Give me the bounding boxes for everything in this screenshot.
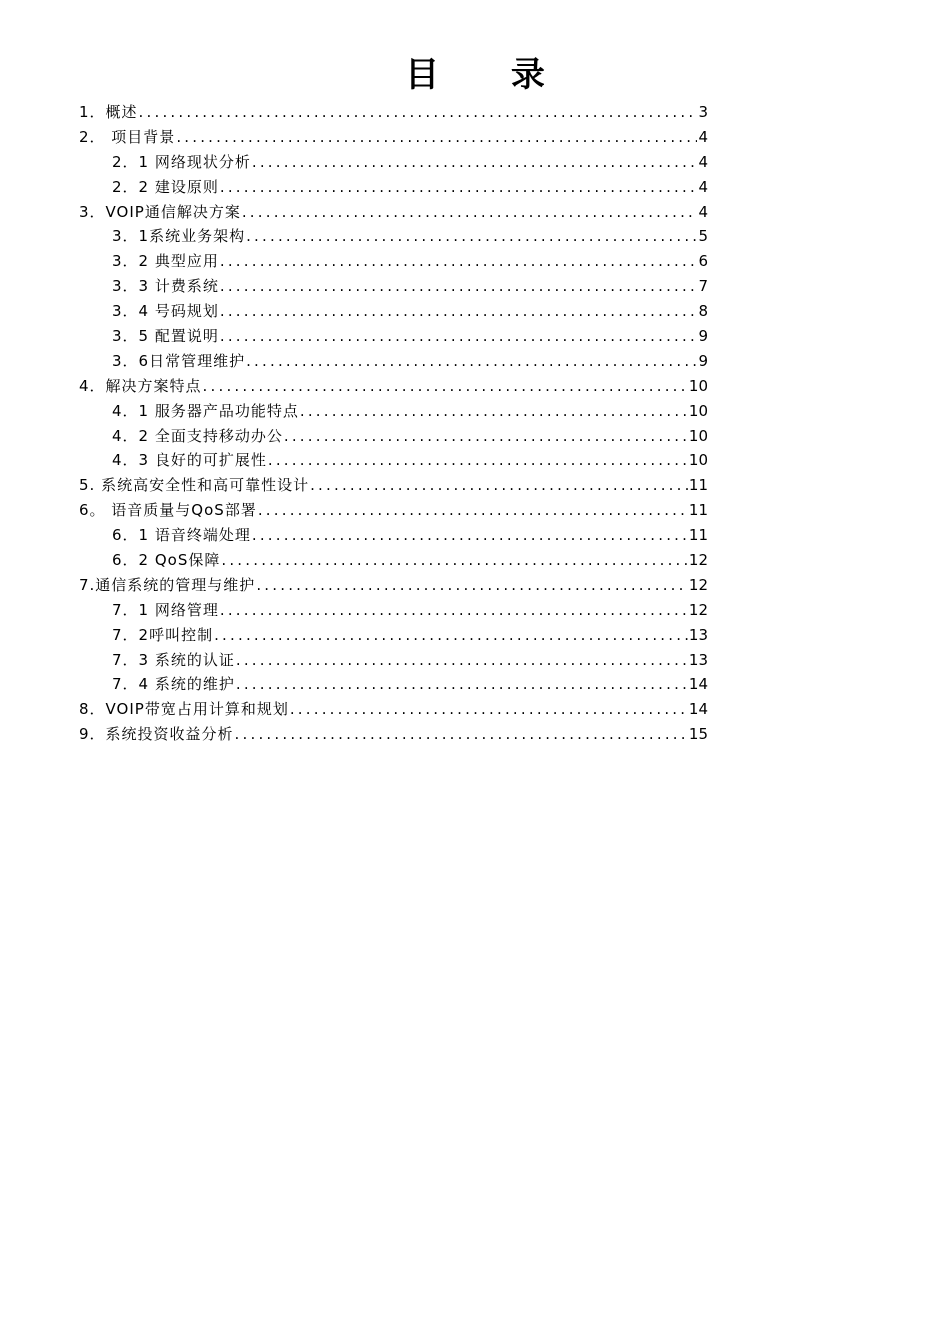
toc-entry[interactable] [79, 573, 708, 598]
toc-entry-label: 3．5 配置说明 [112, 327, 219, 346]
toc-entry-label: 2．2 建设原则 [112, 177, 219, 196]
toc-dot-leader [220, 249, 698, 274]
toc-entry[interactable] [79, 349, 708, 374]
toc-dot-leader [176, 125, 697, 150]
toc-dot-leader [214, 623, 688, 648]
toc-entry[interactable] [79, 523, 708, 548]
toc-entry-label: 4．1 服务器产品功能特点 [112, 401, 299, 420]
toc-entry[interactable] [79, 448, 708, 473]
toc-dot-leader [246, 224, 697, 249]
toc-entry[interactable] [79, 125, 708, 150]
toc-entry-label: 6。 语音质量与QoS部署 [79, 501, 257, 520]
toc-page-number: 4 [698, 177, 708, 196]
toc-dot-leader [256, 573, 688, 598]
toc-entry[interactable] [79, 473, 708, 498]
toc-entry[interactable] [79, 299, 708, 324]
toc-entry[interactable] [79, 249, 708, 274]
toc-entry-label: 8．VOIP带宽占用计算和规划 [79, 700, 289, 719]
toc-entry[interactable] [79, 424, 708, 449]
toc-page-number: 10 [688, 426, 708, 445]
toc-dot-leader [252, 150, 698, 175]
toc-dot-leader [236, 648, 688, 673]
toc-dot-leader [139, 100, 698, 125]
toc-page-number: 7 [698, 277, 708, 296]
toc-dot-leader [300, 399, 688, 424]
toc-entry[interactable] [79, 548, 708, 573]
table-of-contents [79, 100, 708, 747]
toc-entry-label: 4．解决方案特点 [79, 376, 202, 395]
toc-entry[interactable] [79, 598, 708, 623]
toc-page-number: 12 [688, 600, 708, 619]
toc-entry-label: 6．2 QoS保障 [112, 551, 221, 570]
toc-entry-label: 3．3 计费系统 [112, 277, 219, 296]
toc-page-number: 13 [688, 625, 708, 644]
toc-entry[interactable] [79, 672, 708, 697]
toc-dot-leader [236, 672, 688, 697]
toc-dot-leader [220, 598, 688, 623]
toc-page-number: 12 [688, 575, 708, 594]
toc-page-number: 10 [688, 376, 708, 395]
toc-entry[interactable] [79, 498, 708, 523]
toc-dot-leader [235, 722, 688, 747]
toc-entry-label: 1．概述 [79, 103, 138, 121]
toc-entry-label: 7．3 系统的认证 [112, 650, 235, 669]
toc-entry[interactable] [79, 150, 708, 175]
toc-entry-label: 6．1 语音终端处理 [112, 526, 251, 545]
toc-entry[interactable] [79, 324, 708, 349]
toc-entry-label: 2．1 网络现状分析 [112, 152, 251, 171]
toc-dot-leader [252, 523, 688, 548]
toc-entry[interactable] [79, 374, 708, 399]
toc-page-number: 14 [688, 675, 708, 694]
toc-page-number: 10 [688, 401, 708, 420]
toc-dot-leader [242, 200, 698, 225]
toc-entry-label: 9．系统投资收益分析 [79, 725, 234, 744]
toc-page-number: 13 [688, 650, 708, 669]
toc-dot-leader [221, 548, 688, 573]
toc-page-number: 14 [688, 700, 708, 719]
toc-dot-leader [220, 299, 698, 324]
toc-dot-leader [203, 374, 688, 399]
toc-entry-label: 7．1 网络管理 [112, 600, 219, 619]
toc-page-number: 6 [698, 252, 708, 271]
toc-dot-leader [268, 448, 688, 473]
toc-page-number: 3 [698, 103, 708, 121]
toc-entry[interactable] [79, 200, 708, 225]
toc-entry[interactable] [79, 697, 708, 722]
toc-page-number: 12 [688, 551, 708, 570]
page-title: 目 录 [405, 55, 575, 95]
toc-page-number: 15 [688, 725, 708, 744]
toc-page-number: 11 [688, 476, 708, 495]
toc-dot-leader [310, 473, 688, 498]
toc-entry[interactable] [79, 648, 708, 673]
toc-dot-leader [258, 498, 688, 523]
toc-page-number: 4 [698, 127, 708, 146]
toc-page-number: 8 [698, 302, 708, 321]
toc-dot-leader [220, 324, 698, 349]
toc-page-number: 4 [698, 202, 708, 221]
toc-page-number: 4 [698, 152, 708, 171]
toc-page-number: 9 [698, 327, 708, 346]
toc-entry-label: 3．6日常管理维护 [112, 351, 246, 370]
toc-dot-leader [290, 697, 688, 722]
toc-entry-label: 3．1系统业务架构 [112, 227, 246, 246]
toc-entry[interactable] [79, 623, 708, 648]
toc-entry-label: 5. 系统高安全性和高可靠性设计 [79, 476, 310, 495]
toc-entry-label: 4．2 全面支持移动办公 [112, 426, 283, 445]
toc-dot-leader [220, 175, 698, 200]
toc-dot-leader [246, 349, 697, 374]
toc-entry-label: 3．4 号码规划 [112, 302, 219, 321]
toc-page-number: 10 [688, 451, 708, 470]
toc-page-number: 11 [688, 526, 708, 545]
toc-page-number: 5 [698, 227, 708, 246]
toc-entry-label: 7.通信系统的管理与维护 [79, 575, 256, 594]
toc-entry-label: 4．3 良好的可扩展性 [112, 451, 267, 470]
toc-page-number: 9 [698, 351, 708, 370]
toc-dot-leader [284, 424, 688, 449]
toc-entry-label: 7．2呼叫控制 [112, 625, 214, 644]
toc-dot-leader [220, 274, 698, 299]
toc-entry[interactable] [79, 224, 708, 249]
toc-entry[interactable] [79, 274, 708, 299]
toc-entry[interactable] [79, 175, 708, 200]
toc-entry[interactable] [79, 100, 708, 125]
toc-entry-label: 2． 项目背景 [79, 127, 176, 146]
toc-entry[interactable] [79, 722, 708, 747]
toc-entry-label: 3．VOIP通信解决方案 [79, 202, 241, 221]
toc-entry[interactable] [79, 399, 708, 424]
toc-entry-label: 3．2 典型应用 [112, 252, 219, 271]
toc-page-number: 11 [688, 501, 708, 520]
toc-entry-label: 7．4 系统的维护 [112, 675, 235, 694]
